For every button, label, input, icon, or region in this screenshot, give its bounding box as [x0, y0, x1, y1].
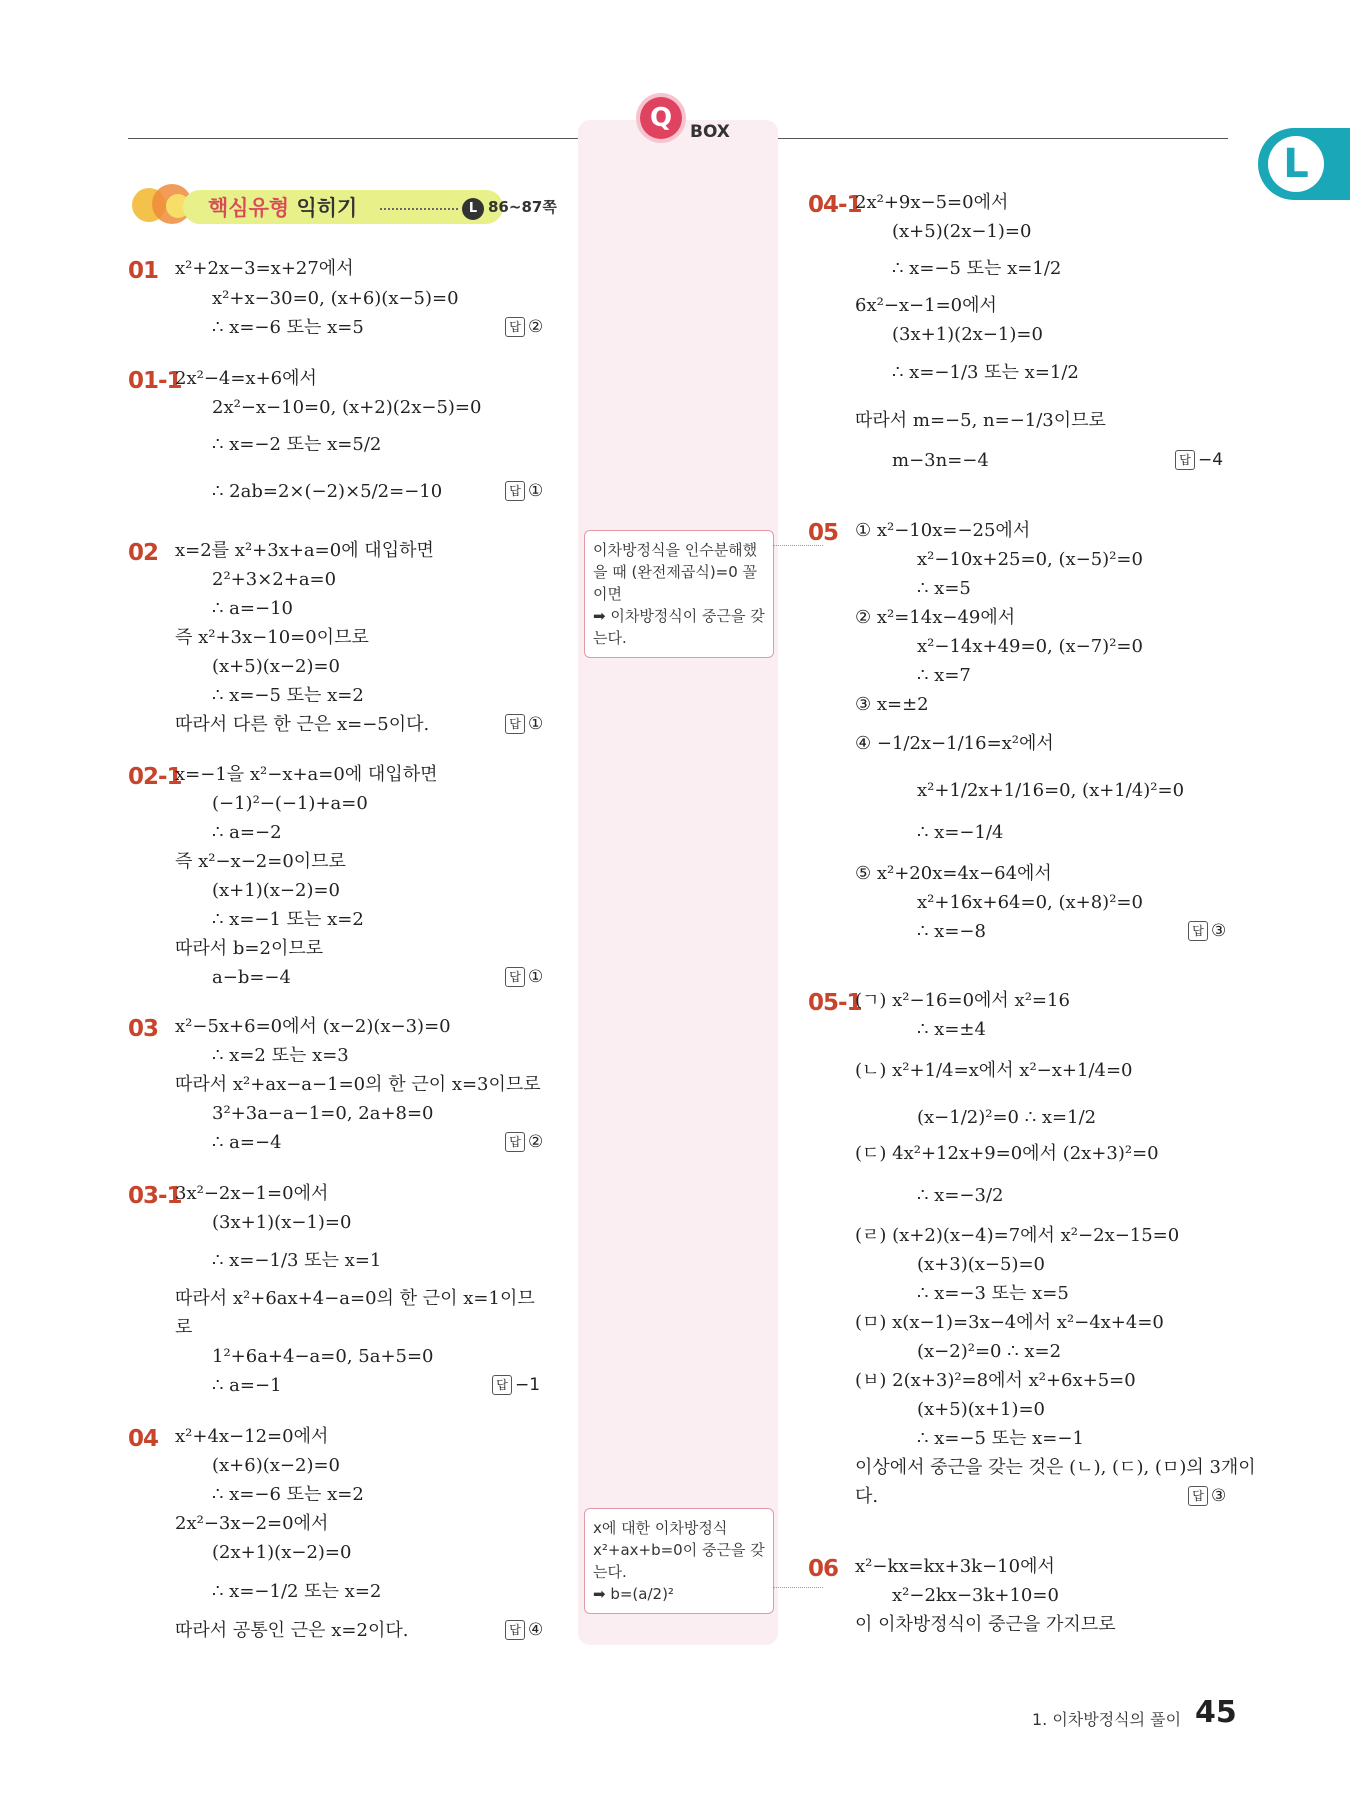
solution-line: 1²+6a+4−a=0, 5a+5=0 — [212, 1346, 434, 1367]
answer-mark — [1175, 450, 1223, 470]
solution-line: x²+4x−12=0에서 — [175, 1426, 329, 1447]
solution-line: (2x+1)(x−2)=0 — [212, 1542, 352, 1563]
solution-line: x²−14x+49=0, (x−7)²=0 — [917, 636, 1143, 657]
solution-line: ∴ x=±4 — [917, 1019, 986, 1040]
problem-number: 05-1 — [808, 990, 862, 1016]
problem-number: 05 — [808, 520, 839, 546]
solution-line: ∴ x=−1/4 — [917, 822, 1004, 843]
answer-icon: 답 — [1188, 1486, 1208, 1506]
answer-value: ④ — [528, 1620, 544, 1640]
solution-line: ⑤ x²+20x=4x−64에서 — [855, 863, 1052, 884]
problem-number: 01-1 — [128, 368, 182, 394]
answer-mark — [1188, 921, 1226, 941]
answer-mark — [505, 714, 543, 734]
solution-line: x²−2kx−3k+10=0 — [892, 1585, 1059, 1606]
answer-mark — [492, 1375, 540, 1395]
answer-value: ② — [528, 1132, 544, 1152]
note-text: 이차방정식을 인수분해했을 때 (완전제곱식)=0 꼴이면 ➡ 이차방정식이 중근을 갖는다. — [593, 541, 765, 647]
answer-value: ① — [528, 481, 544, 501]
title-plain: 익히기 — [289, 196, 358, 220]
solution-line: ∴ a=−10 — [212, 598, 293, 619]
title-colored: 핵심유형 — [208, 196, 290, 220]
solution-line: (ㄹ) (x+2)(x−4)=7에서 x²−2x−15=0 — [855, 1225, 1180, 1246]
solution-line: (x+5)(x+1)=0 — [917, 1399, 1045, 1420]
header-leader-dots — [380, 208, 458, 210]
solution-line: ∴ x=−5 또는 x=1/2 — [892, 258, 1062, 279]
solution-line: x²+1/2x+1/16=0, (x+1/4)²=0 — [917, 780, 1185, 801]
qbox-note-condition — [584, 1508, 774, 1614]
note-connector — [773, 1587, 823, 1588]
solution-line: 6x²−x−1=0에서 — [855, 295, 997, 316]
answer-icon: 답 — [492, 1375, 512, 1395]
solution-line: (ㄱ) x²−16=0에서 x²=16 — [855, 990, 1070, 1011]
solution-line: 2x²−x−10=0, (x+2)(2x−5)=0 — [212, 397, 482, 418]
top-rule-left — [128, 138, 578, 139]
answer-mark — [505, 1132, 543, 1152]
problem-number: 06 — [808, 1556, 839, 1582]
solution-line: 즉 x²+3x−10=0이므로 — [175, 627, 369, 648]
solution-line: 따라서 m=−5, n=−1/3이므로 — [855, 410, 1106, 431]
page-number: 45 — [1195, 1695, 1237, 1730]
solution-line: 이 이차방정식이 중근을 가지므로 — [855, 1614, 1116, 1635]
answer-mark — [505, 967, 543, 987]
answer-value: −4 — [1198, 450, 1224, 470]
answer-value: ③ — [1211, 1486, 1227, 1506]
q-badge-icon: Q — [640, 97, 682, 139]
section-header — [128, 184, 378, 226]
section-tab-icon: L — [1268, 136, 1324, 192]
answer-value: ① — [528, 714, 544, 734]
solution-line: 따라서 다른 한 근은 x=−5이다. — [175, 714, 430, 735]
solution-line: ③ x=±2 — [855, 694, 929, 715]
solution-line: 따라서 x²+6ax+4−a=0의 한 근이 x=1이므 — [175, 1288, 535, 1309]
problem-number: 04-1 — [808, 192, 862, 218]
solution-line: (ㅂ) 2(x+3)²=8에서 x²+6x+5=0 — [855, 1370, 1136, 1391]
solution-line: ∴ a=−2 — [212, 822, 282, 843]
solution-line: ∴ x=−6 또는 x=5 — [212, 317, 364, 338]
q-box-label: BOX — [690, 122, 730, 142]
answer-mark — [1188, 1486, 1226, 1506]
solution-line: 2x²−4=x+6에서 — [175, 368, 317, 389]
solution-line: (x+6)(x−2)=0 — [212, 1455, 340, 1476]
solution-line: x²−5x+6=0에서 (x−2)(x−3)=0 — [175, 1016, 451, 1037]
solution-line: a−b=−4 — [212, 967, 291, 988]
solution-line: 다. — [855, 1486, 879, 1507]
solution-line: (3x+1)(x−1)=0 — [212, 1212, 352, 1233]
solution-line: (3x+1)(2x−1)=0 — [892, 324, 1043, 345]
chapter-footer: 1. 이차방정식의 풀이 — [1032, 1710, 1182, 1729]
solution-line: ∴ a=−1 — [212, 1375, 282, 1396]
lesson-icon: L — [462, 198, 484, 220]
solution-line: 따라서 b=2이므로 — [175, 938, 324, 959]
qbox-note-double-root — [584, 530, 774, 658]
page-reference — [462, 196, 557, 220]
section-tab — [1258, 128, 1350, 200]
problem-number: 01 — [128, 258, 159, 284]
solution-line: ∴ x=−1/2 또는 x=2 — [212, 1581, 382, 1602]
solution-line: (x+1)(x−2)=0 — [212, 880, 340, 901]
solution-line: x²−10x+25=0, (x−5)²=0 — [917, 549, 1143, 570]
problem-number: 02-1 — [128, 764, 182, 790]
answer-icon: 답 — [1188, 921, 1208, 941]
solution-line: ∴ x=7 — [917, 665, 971, 686]
answer-icon: 답 — [505, 481, 525, 501]
solution-line: (ㅁ) x(x−1)=3x−4에서 x²−4x+4=0 — [855, 1312, 1164, 1333]
solution-line: 2x²−3x−2=0에서 — [175, 1513, 329, 1534]
solution-line: ∴ x=−5 또는 x=2 — [212, 685, 364, 706]
solution-line: ∴ x=−6 또는 x=2 — [212, 1484, 364, 1505]
solution-line: ④ −1/2x−1/16=x²에서 — [855, 733, 1054, 754]
problem-number: 04 — [128, 1426, 159, 1452]
solution-line: (ㄷ) 4x²+12x+9=0에서 (2x+3)²=0 — [855, 1143, 1159, 1164]
problem-number: 03-1 — [128, 1183, 182, 1209]
solution-line: x²+x−30=0, (x+6)(x−5)=0 — [212, 288, 459, 309]
answer-value: ② — [528, 317, 544, 337]
solution-line: (x−2)²=0 ∴ x=2 — [917, 1341, 1062, 1362]
solution-line: (x+5)(2x−1)=0 — [892, 221, 1032, 242]
problem-number: 02 — [128, 540, 159, 566]
answer-value: ③ — [1211, 921, 1227, 941]
answer-mark — [505, 1620, 543, 1640]
solution-line: ∴ x=−8 — [917, 921, 986, 942]
solution-line: 3²+3a−a−1=0, 2a+8=0 — [212, 1103, 434, 1124]
solution-line: (x−1/2)²=0 ∴ x=1/2 — [917, 1107, 1097, 1128]
solution-line: ∴ x=−3 또는 x=5 — [917, 1283, 1069, 1304]
top-rule-right — [778, 138, 1228, 139]
answer-icon: 답 — [505, 1620, 525, 1640]
solution-line: ∴ x=2 또는 x=3 — [212, 1045, 349, 1066]
solution-line: ② x²=14x−49에서 — [855, 607, 1016, 628]
page-title — [208, 192, 357, 222]
answer-icon: 답 — [505, 317, 525, 337]
solution-line: ∴ x=−2 또는 x=5/2 — [212, 434, 382, 455]
solution-line: ∴ x=−3/2 — [917, 1185, 1004, 1206]
solution-line: x=−1을 x²−x+a=0에 대입하면 — [175, 764, 438, 785]
answer-icon: 답 — [505, 967, 525, 987]
answer-value: ① — [528, 967, 544, 987]
answer-icon: 답 — [505, 1132, 525, 1152]
ref-pages: 86~87쪽 — [488, 198, 557, 216]
solution-line: x²+16x+64=0, (x+8)²=0 — [917, 892, 1143, 913]
solution-line: 따라서 x²+ax−a−1=0의 한 근이 x=3이므로 — [175, 1074, 541, 1095]
answer-mark — [505, 481, 543, 501]
solution-line: x²−kx=kx+3k−10에서 — [855, 1556, 1055, 1577]
solution-line: (x+3)(x−5)=0 — [917, 1254, 1045, 1275]
solution-line: 이상에서 중근을 갖는 것은 (ㄴ), (ㄷ), (ㅁ)의 3개이 — [855, 1457, 1256, 1478]
solution-line: ∴ a=−4 — [212, 1132, 282, 1153]
solution-line: 2x²+9x−5=0에서 — [855, 192, 1009, 213]
solution-line: ∴ x=5 — [917, 578, 971, 599]
answer-icon: 답 — [1175, 450, 1195, 470]
solution-line: x=2를 x²+3x+a=0에 대입하면 — [175, 540, 434, 561]
solution-line: 따라서 공통인 근은 x=2이다. — [175, 1620, 409, 1641]
solution-line: ∴ x=−1/3 또는 x=1/2 — [892, 362, 1079, 383]
note-text: x에 대한 이차방정식 x²+ax+b=0이 중근을 갖는다. ➡ b=(a/2)² — [593, 1519, 765, 1603]
solution-line: 2²+3×2+a=0 — [212, 569, 337, 590]
answer-mark — [505, 317, 543, 337]
solution-line: (−1)²−(−1)+a=0 — [212, 793, 368, 814]
solution-line: m−3n=−4 — [892, 450, 989, 471]
q-box-column — [578, 120, 778, 1645]
solution-line: (ㄴ) x²+1/4=x에서 x²−x+1/4=0 — [855, 1060, 1133, 1081]
solution-line: ① x²−10x=−25에서 — [855, 520, 1031, 541]
solution-line: 3x²−2x−1=0에서 — [175, 1183, 329, 1204]
answer-value: −1 — [515, 1375, 541, 1395]
solution-line: 즉 x²−x−2=0이므로 — [175, 851, 346, 872]
solution-line: (x+5)(x−2)=0 — [212, 656, 340, 677]
problem-number: 03 — [128, 1016, 159, 1042]
solution-line: ∴ x=−1/3 또는 x=1 — [212, 1250, 382, 1271]
answer-icon: 답 — [505, 714, 525, 734]
solution-line: x²+2x−3=x+27에서 — [175, 258, 354, 279]
solution-line: 로 — [175, 1317, 193, 1338]
solution-line: ∴ x=−5 또는 x=−1 — [917, 1428, 1084, 1449]
note-connector — [773, 545, 823, 546]
solution-line: ∴ 2ab=2×(−2)×5/2=−10 — [212, 481, 443, 502]
solution-line: ∴ x=−1 또는 x=2 — [212, 909, 364, 930]
